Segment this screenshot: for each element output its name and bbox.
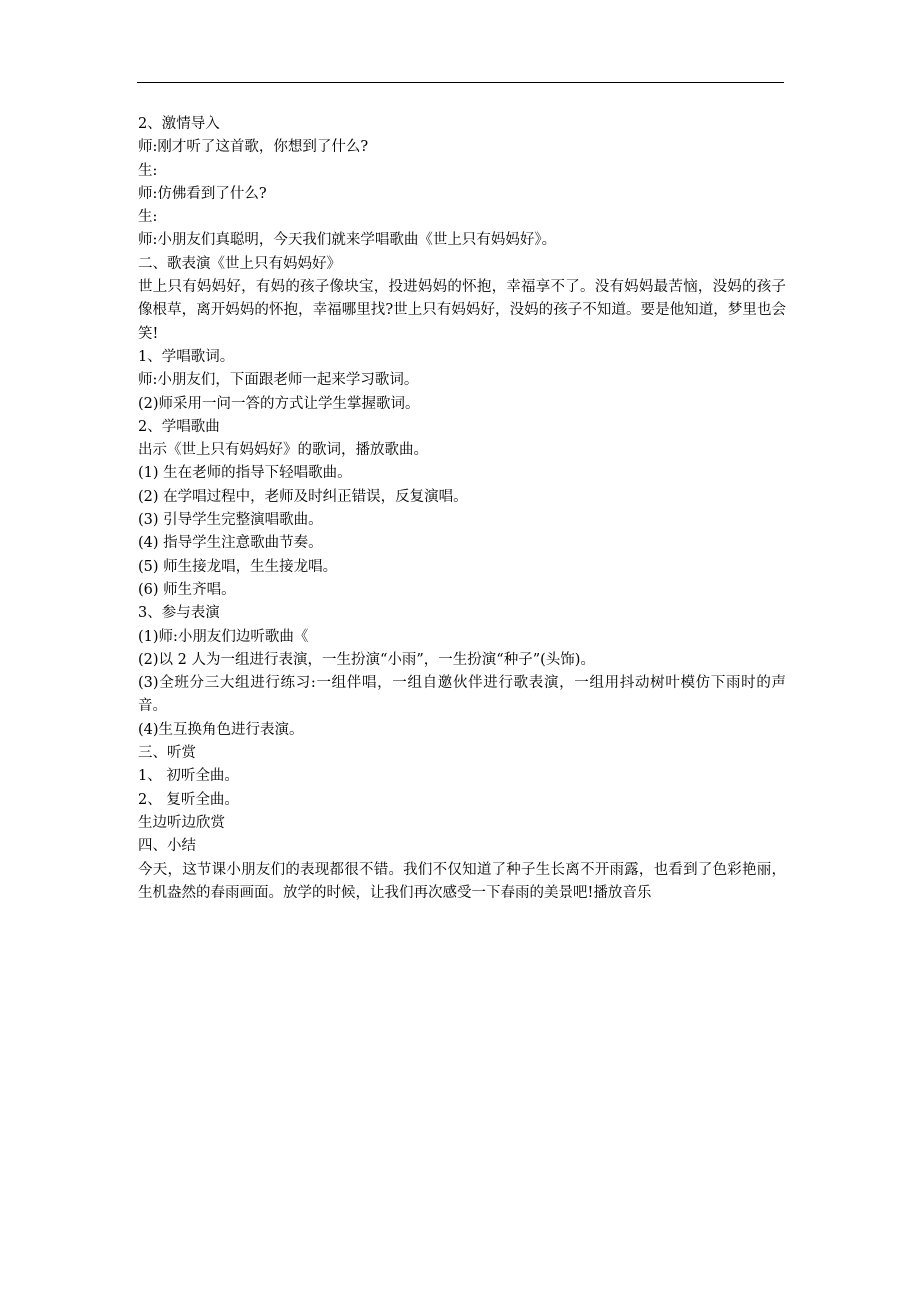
- list-item: (2) 在学唱过程中，老师及时纠正错误，反复演唱。: [138, 488, 468, 505]
- step-heading: 2、学唱歌曲: [138, 418, 220, 435]
- summary-paragraph: 今天，这节课小朋友们的表现都很不错。我们不仅知道了种子生长离不开雨露，也看到了色彩艳丽，生机盎然的春雨画面。放学的时候，让我们再次感受一下春雨的美景吧!播放音乐: [138, 861, 786, 901]
- header-rule: [137, 82, 784, 83]
- section-heading-intro: 2、激情导入: [138, 116, 220, 132]
- step-heading: 3、参与表演: [138, 605, 220, 622]
- text-line: 出示《世上只有妈妈好》的歌词，播放歌曲。: [138, 442, 428, 459]
- list-item: (2)师采用一问一答的方式让学生掌握歌词。: [138, 395, 420, 412]
- list-item: 2、 复听全曲。: [138, 791, 239, 808]
- list-item: (3) 引导学生完整演唱歌曲。: [138, 512, 323, 529]
- section-heading-listening: 三、听赏: [138, 745, 196, 762]
- section-heading-summary: 四、小结: [138, 838, 196, 855]
- teacher-line: 师:小朋友们真聪明，今天我们就来学唱歌曲《世上只有妈妈好》。: [138, 232, 557, 249]
- practice-paragraph: (3)全班分三大组进行练习:一组伴唱，一组自邀伙伴进行歌表演，一组用抖动树叶模仿下雨时的声音。: [138, 675, 786, 715]
- step-heading: 1、学唱歌词。: [138, 348, 235, 365]
- list-item: (1)师:小朋友们边听歌曲《: [138, 628, 309, 645]
- student-line: 生:: [138, 162, 158, 179]
- teacher-line: 师:刚才听了这首歌，你想到了什么?: [138, 139, 369, 156]
- list-item: (6) 师生齐唱。: [138, 581, 236, 598]
- section-heading-song-performance: 二、歌表演《世上只有妈妈好》: [138, 255, 341, 272]
- list-item: (4) 指导学生注意歌曲节奏。: [138, 535, 323, 552]
- document-body: [138, 113, 786, 905]
- text-line: 生边听边欣赏: [138, 814, 225, 831]
- list-item: 1、 初听全曲。: [138, 768, 239, 785]
- teacher-line: 师:仿佛看到了什么?: [138, 185, 267, 202]
- lyrics-paragraph: 世上只有妈妈好，有妈的孩子像块宝，投进妈妈的怀抱，幸福享不了。没有妈妈最苦恼，没妈的孩子像根草，离开妈妈的怀抱，幸福哪里找?世上只有妈妈好，没妈的孩子不知道。要是他知道，梦里也会笑!: [138, 279, 786, 342]
- list-item: (2)以 2 人为一组进行表演，一生扮演“小雨”，一生扮演“种子”(头饰)。: [138, 651, 595, 668]
- list-item: (1) 生在老师的指导下轻唱歌曲。: [138, 465, 352, 482]
- student-line: 生:: [138, 209, 158, 226]
- list-item: (5) 师生接龙唱，生生接龙唱。: [138, 558, 338, 575]
- list-item: (4)生互换角色进行表演。: [138, 721, 304, 738]
- teacher-line: 师:小朋友们，下面跟老师一起来学习歌词。: [138, 372, 419, 389]
